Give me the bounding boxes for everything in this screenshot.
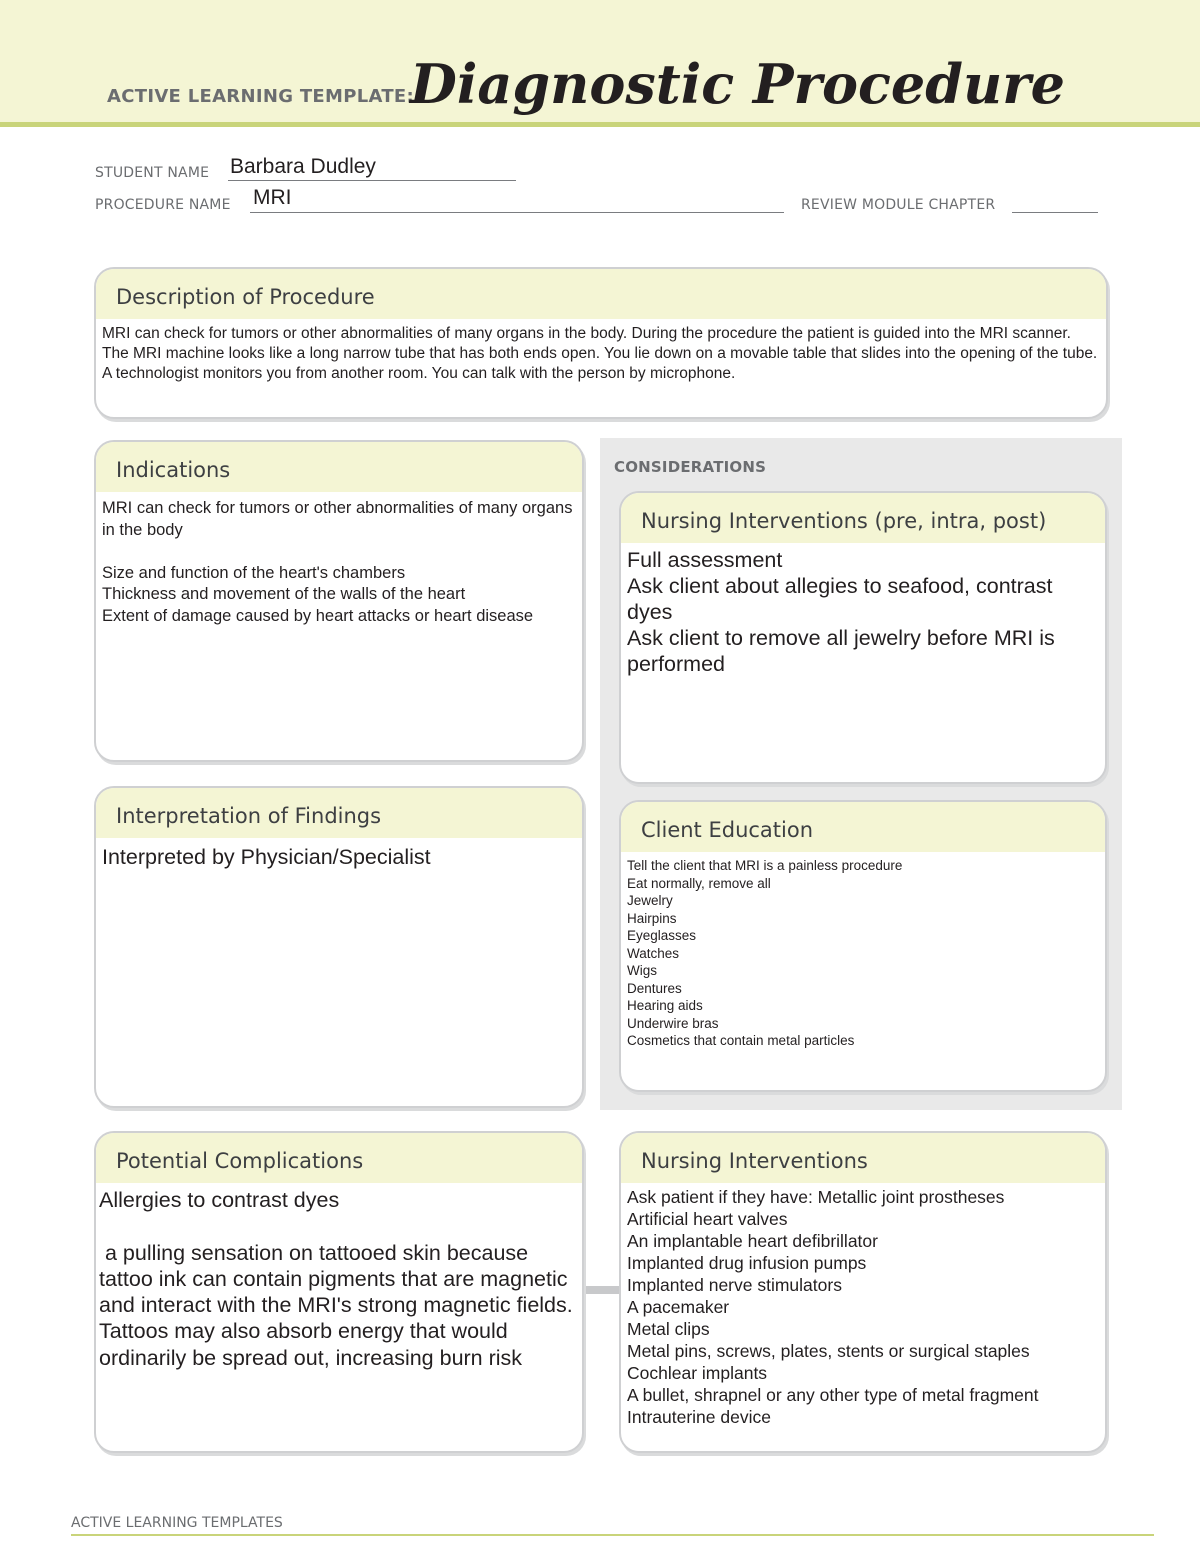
box-connector <box>583 1286 621 1294</box>
procedure-name-line <box>250 212 784 213</box>
nursing-interventions-pip-heading: Nursing Interventions (pre, intra, post) <box>621 493 1105 543</box>
review-module-label: REVIEW MODULE CHAPTER <box>801 197 996 213</box>
procedure-name-label: PROCEDURE NAME <box>95 197 231 213</box>
student-name-line <box>228 180 516 181</box>
description-heading: Description of Procedure <box>96 269 1106 319</box>
nursing-interventions-pip-box <box>619 491 1107 784</box>
interpretation-heading: Interpretation of Findings <box>96 788 582 838</box>
client-education-box <box>619 800 1107 1092</box>
nursing-interventions-text[interactable]: Ask patient if they have: Metallic joint prostheses Artificial heart valves An implantable heart defibrillator Implanted drug infusion pumps Implanted nerve stimulators A pacemaker Metal clips Metal pins, screws, plates, stents or surgical staples Cochlear implants A bullet, shrapnel or any other type of metal fragment Intrauterine device <box>627 1187 1039 1427</box>
review-module-line <box>1012 212 1098 213</box>
template-label: ACTIVE LEARNING TEMPLATE: <box>107 86 414 107</box>
potential-complications-heading: Potential Complications <box>96 1133 582 1183</box>
student-name-field[interactable]: Barbara Dudley <box>230 155 376 178</box>
nursing-interventions-pip-text[interactable]: Full assessment Ask client about allegies to seafood, contrast dyes Ask client to remove all jewelry before MRI is performed <box>627 548 1055 676</box>
client-education-text[interactable]: Tell the client that MRI is a painless procedure Eat normally, remove all Jewelry Hairpins Eyeglasses Watches Wigs Dentures Hearing aids Underwire bras Cosmetics that contain metal particles <box>627 858 903 1048</box>
indications-text[interactable]: MRI can check for tumors or other abnormalities of many organs in the body Size and function of the heart's chambers Thickness and movement of the walls of the heart Extent of damage caused by heart attacks or heart disease <box>102 499 573 625</box>
potential-complications-box <box>94 1131 584 1453</box>
indications-box <box>94 440 584 762</box>
description-text[interactable]: MRI can check for tumors or other abnormalities of many organs in the body. During the procedure the patient is guided into the MRI scanner. The MRI machine looks like a long narrow tube that has both ends open. You lie down on a movable table that slides into the opening of the tube. A technologist monitors you from another room. You can talk with the person by microphone. <box>102 325 1101 382</box>
potential-complications-text[interactable]: Allergies to contrast dyes a pulling sensation on tattooed skin because tattoo ink can contain pigments that are magnetic and interact with the MRI's strong magnetic fields. Tattoos may also absorb energy that would ordinarily be spread out, increasing burn risk <box>99 1188 573 1370</box>
indications-heading: Indications <box>96 442 582 492</box>
procedure-name-field[interactable]: MRI <box>253 186 292 209</box>
client-education-heading: Client Education <box>621 802 1105 852</box>
page-title: Diagnostic Procedure <box>410 52 1066 116</box>
nursing-interventions-box <box>619 1131 1107 1453</box>
interpretation-text[interactable]: Interpreted by Physician/Specialist <box>102 845 431 869</box>
interpretation-box <box>94 786 584 1108</box>
description-box <box>94 267 1108 419</box>
student-name-label: STUDENT NAME <box>95 165 210 181</box>
nursing-interventions-heading: Nursing Interventions <box>621 1133 1105 1183</box>
considerations-label: CONSIDERATIONS <box>614 458 767 476</box>
footer-rule <box>71 1534 1154 1536</box>
header-rule <box>0 122 1200 127</box>
footer-label: ACTIVE LEARNING TEMPLATES <box>71 1515 283 1531</box>
